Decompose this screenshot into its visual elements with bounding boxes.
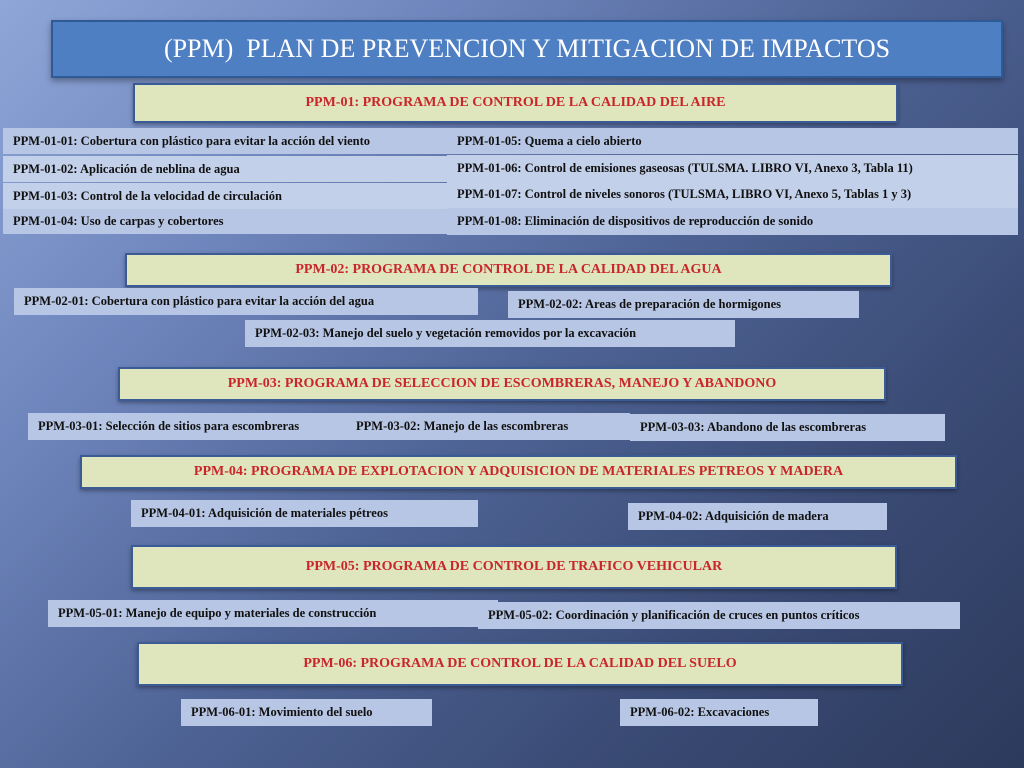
item-ppm-01-05: PPM-01-05: Quema a cielo abierto: [447, 128, 1018, 154]
item-ppm-01-02: PPM-01-02: Aplicación de neblina de agua: [3, 156, 447, 182]
item-ppm-01-01: PPM-01-01: Cobertura con plástico para evitar la acción del viento: [3, 128, 447, 154]
program-header-ppm02: PPM-02: PROGRAMA DE CONTROL DE LA CALIDAD DEL AGUA: [125, 253, 892, 287]
item-ppm-05-02: PPM-05-02: Coordinación y planificación de cruces en puntos críticos: [478, 602, 960, 629]
item-ppm-06-01: PPM-06-01: Movimiento del suelo: [181, 699, 432, 726]
item-ppm-01-04: PPM-01-04: Uso de carpas y cobertores: [3, 209, 447, 234]
item-ppm-06-02: PPM-06-02: Excavaciones: [620, 699, 818, 726]
item-ppm-03-01: PPM-03-01: Selección de sitios para escombreras: [28, 413, 356, 440]
program-header-ppm04: PPM-04: PROGRAMA DE EXPLOTACION Y ADQUISICION DE MATERIALES PETREOS Y MADERA: [80, 455, 957, 489]
program-header-ppm01: PPM-01: PROGRAMA DE CONTROL DE LA CALIDAD DEL AIRE: [133, 83, 898, 123]
item-ppm-03-03: PPM-03-03: Abandono de las escombreras: [630, 414, 945, 441]
item-ppm-02-03: PPM-02-03: Manejo del suelo y vegetación removidos por la excavación: [245, 320, 735, 347]
item-ppm-05-01: PPM-05-01: Manejo de equipo y materiales de construcción: [48, 600, 498, 627]
program-header-ppm05: PPM-05: PROGRAMA DE CONTROL DE TRAFICO VEHICULAR: [131, 545, 897, 589]
program-header-ppm03: PPM-03: PROGRAMA DE SELECCION DE ESCOMBRERAS, MANEJO Y ABANDONO: [118, 367, 886, 401]
program-header-ppm06: PPM-06: PROGRAMA DE CONTROL DE LA CALIDAD DEL SUELO: [137, 642, 903, 686]
item-ppm-03-02: PPM-03-02: Manejo de las escombreras: [346, 413, 630, 440]
item-ppm-01-03: PPM-01-03: Control de la velocidad de circulación: [3, 183, 447, 209]
item-ppm-01-07: PPM-01-07: Control de niveles sonoros (TULSMA, LIBRO VI, Anexo 5, Tablas 1 y 3): [447, 181, 1018, 208]
item-ppm-02-01: PPM-02-01: Cobertura con plástico para evitar la acción del agua: [14, 288, 478, 315]
item-ppm-04-02: PPM-04-02: Adquisición de madera: [628, 503, 887, 530]
item-ppm-01-06: PPM-01-06: Control de emisiones gaseosas (TULSMA. LIBRO VI, Anexo 3, Tabla 11): [447, 155, 1018, 181]
page-title: (PPM) PLAN DE PREVENCION Y MITIGACION DE IMPACTOS: [51, 20, 1003, 78]
item-ppm-04-01: PPM-04-01: Adquisición de materiales pétreos: [131, 500, 478, 527]
item-ppm-01-08: PPM-01-08: Eliminación de dispositivos de reproducción de sonido: [447, 208, 1018, 235]
item-ppm-02-02: PPM-02-02: Areas de preparación de hormigones: [508, 291, 859, 318]
